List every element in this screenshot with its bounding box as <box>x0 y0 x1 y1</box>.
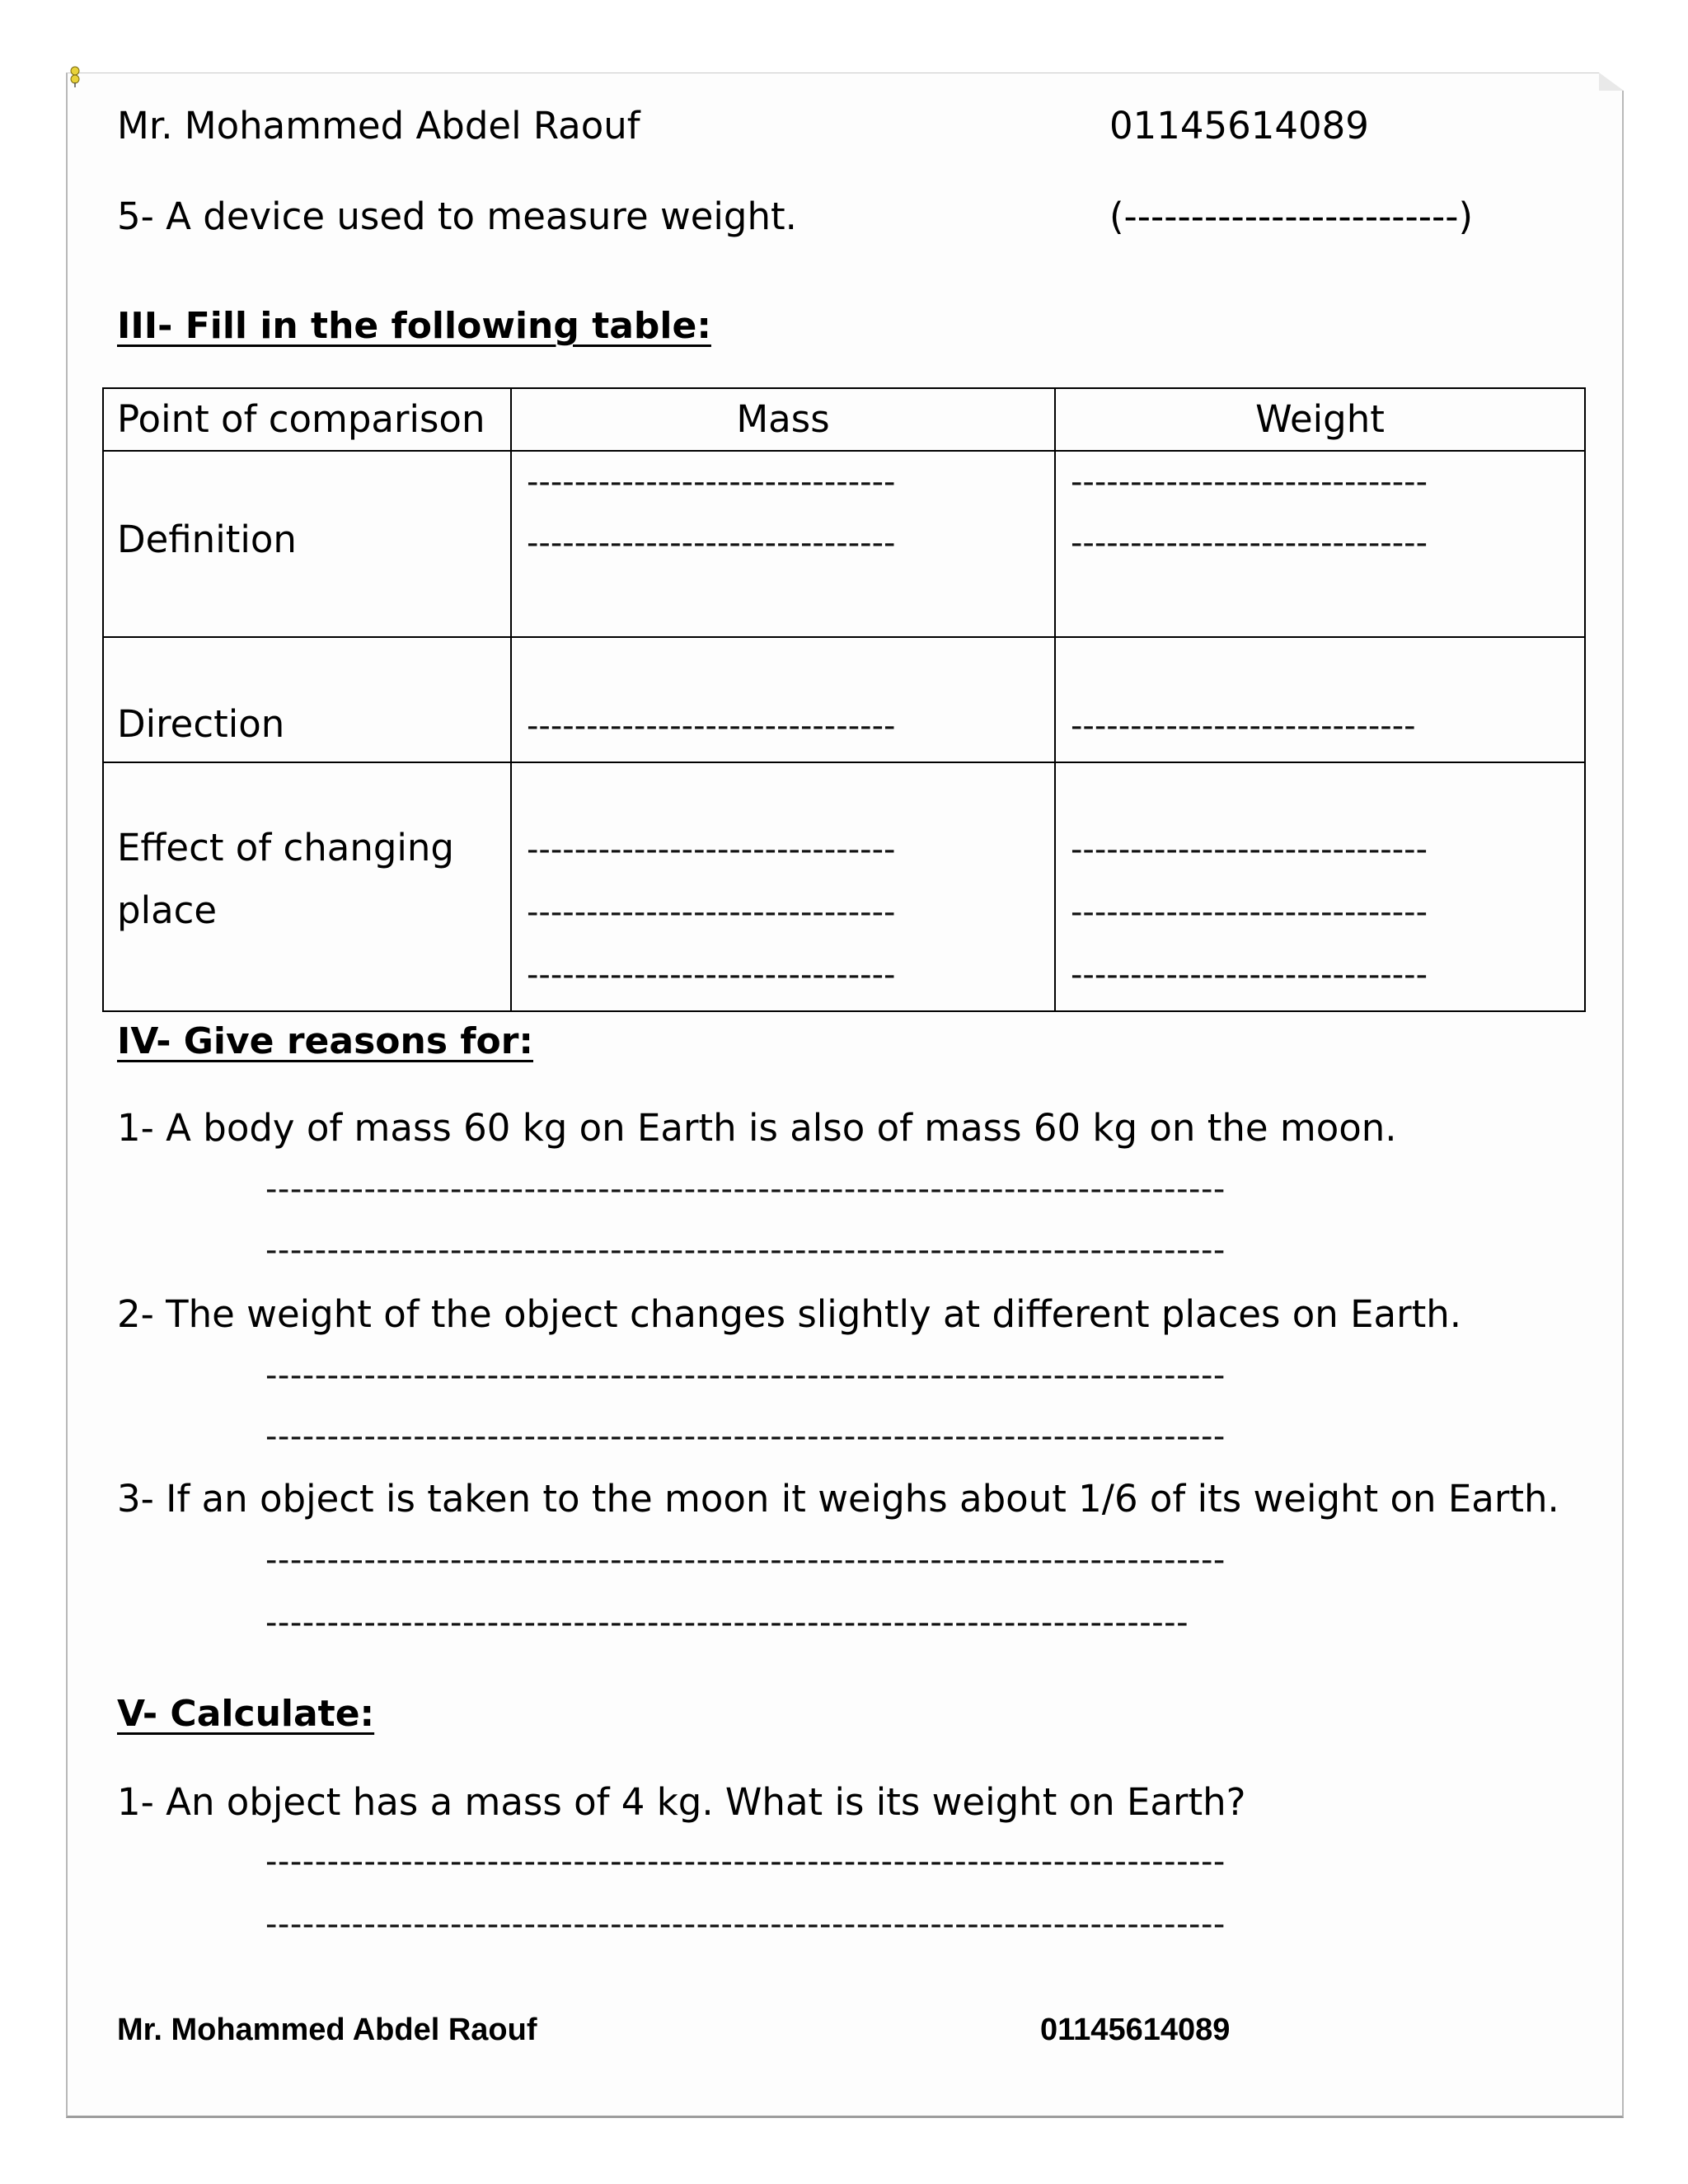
section-3-heading: III- Fill in the following table: <box>117 305 711 347</box>
header-phone: 01145614089 <box>1109 104 1369 148</box>
answer-line[interactable]: ------------------------------- <box>527 831 896 869</box>
answer-line[interactable]: ------------------------------- <box>527 524 896 562</box>
answer-line[interactable]: ------------------------------- <box>527 893 896 931</box>
weight-effect-cell[interactable] <box>1055 762 1585 1011</box>
row-label-direction: Direction <box>117 702 285 746</box>
pushpin-icon <box>69 66 81 87</box>
section-5-heading: V- Calculate: <box>117 1693 375 1735</box>
answer-line[interactable]: ------------------------------------------------------------------------------ <box>265 1541 1226 1579</box>
answer-line[interactable]: ------------------------------ <box>1071 893 1428 931</box>
reason-1-text: 1- A body of mass 60 kg on Earth is also of mass 60 kg on the moon. <box>117 1106 1397 1150</box>
column-header-point: Point of comparison <box>103 388 511 451</box>
header-author: Mr. Mohammed Abdel Raouf <box>117 104 640 148</box>
footer-phone: 01145614089 <box>1040 2013 1231 2047</box>
calculate-1-text: 1- An object has a mass of 4 kg. What is its weight on Earth? <box>117 1780 1246 1824</box>
answer-line[interactable]: ------------------------------ <box>1071 463 1428 501</box>
row-label-cell <box>103 451 511 637</box>
table-row-direction <box>103 637 1585 762</box>
reason-3-text: 3- If an object is taken to the moon it weighs about 1/6 of its weight on Earth. <box>117 1477 1559 1521</box>
row-label-cell <box>103 637 511 762</box>
mass-definition-cell[interactable] <box>511 451 1055 637</box>
answer-line[interactable]: ------------------------------ <box>1071 831 1428 869</box>
question-5-text: 5- A device used to measure weight. <box>117 194 797 238</box>
table-row-definition <box>103 451 1585 637</box>
answer-line[interactable]: ------------------------------ <box>1071 956 1428 994</box>
mass-direction-cell[interactable] <box>511 637 1055 762</box>
row-label-effect-line-2: place <box>117 888 218 932</box>
mass-effect-cell[interactable] <box>511 762 1055 1011</box>
answer-line[interactable]: ------------------------------- <box>527 707 896 745</box>
reason-2-text: 2- The weight of the object changes slightly at different places on Earth. <box>117 1292 1462 1336</box>
answer-line[interactable]: ------------------------------------------------------------------------------ <box>265 1357 1226 1394</box>
row-label-definition: Definition <box>117 518 297 561</box>
answer-line[interactable]: ------------------------------------------------------------------------------ <box>265 1170 1226 1208</box>
column-header-weight: Weight <box>1055 388 1585 451</box>
table-header-row <box>103 388 1585 451</box>
answer-line[interactable]: ------------------------------------------------------------------------------ <box>265 1231 1226 1269</box>
section-4-heading: IV- Give reasons for: <box>117 1020 533 1062</box>
answer-line[interactable]: ------------------------------------------------------------------------------ <box>265 1843 1226 1881</box>
row-label-effect-line-1: Effect of changing <box>117 826 454 869</box>
table-row-effect-of-changing-place <box>103 762 1585 1011</box>
comparison-table <box>102 387 1586 1012</box>
answer-line[interactable]: ------------------------------------------------------------------------------ <box>265 1418 1226 1455</box>
answer-line[interactable]: ------------------------------- <box>527 463 896 501</box>
row-label-cell <box>103 762 511 1011</box>
weight-direction-cell[interactable] <box>1055 637 1585 762</box>
column-header-mass: Mass <box>511 388 1055 451</box>
question-5-answer-blank[interactable]: (-------------------------) <box>1109 194 1474 238</box>
answer-line[interactable]: --------------------------------------------------------------------------- <box>265 1604 1189 1642</box>
answer-line[interactable]: ------------------------------- <box>527 956 896 994</box>
page-corner-fold <box>1599 73 1624 91</box>
answer-line[interactable]: ------------------------------ <box>1071 524 1428 562</box>
footer-author: Mr. Mohammed Abdel Raouf <box>117 2013 537 2047</box>
weight-definition-cell[interactable] <box>1055 451 1585 637</box>
answer-line[interactable]: ----------------------------- <box>1071 707 1416 745</box>
answer-line[interactable]: ------------------------------------------------------------------------------ <box>265 1905 1226 1943</box>
